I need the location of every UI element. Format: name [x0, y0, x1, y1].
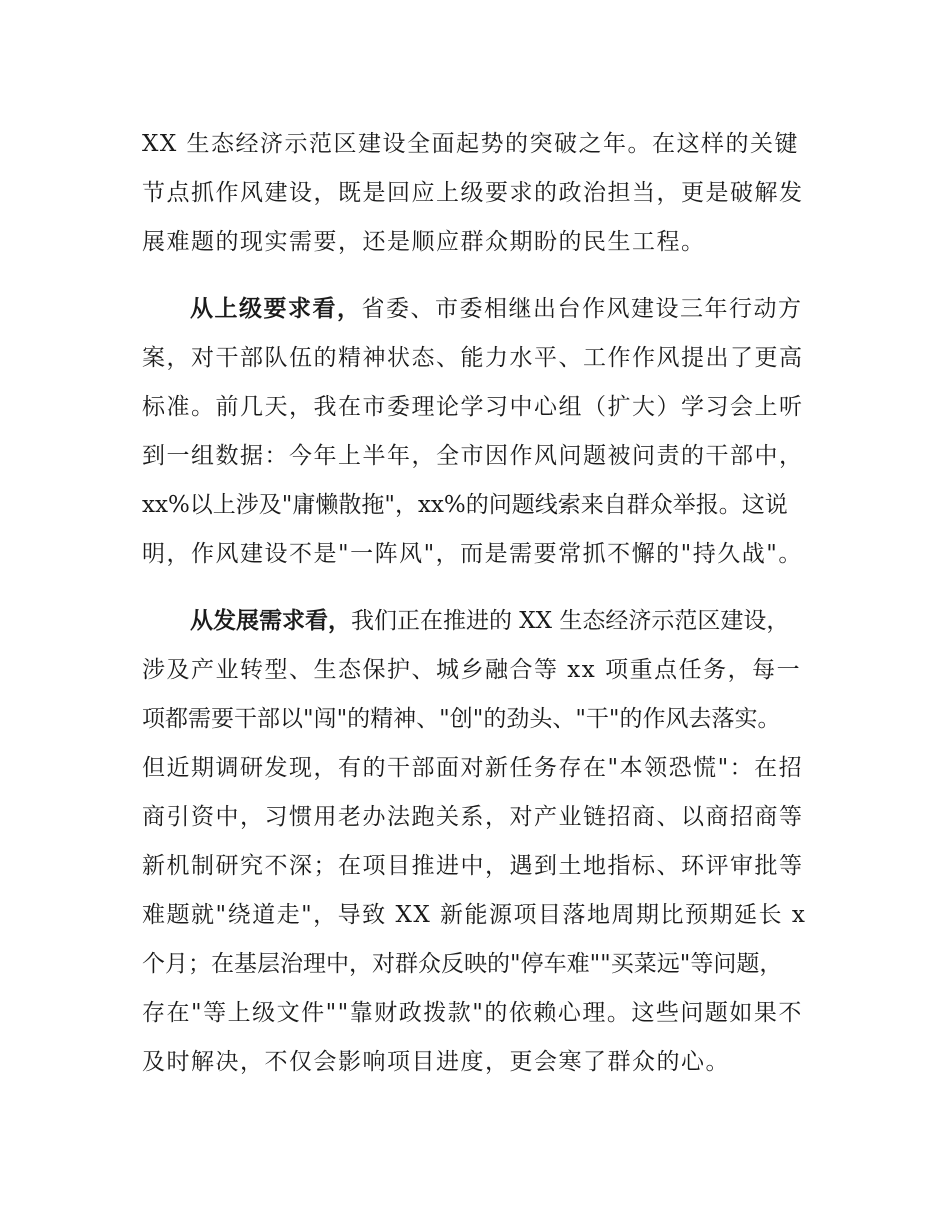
paragraph-2-line-3: 标准。前几天，我在市委理论学习中心组（扩大）学习会上听	[142, 394, 804, 420]
paragraph-2-line-1: 省委、市委相继出台作风建设三年行动方	[361, 296, 803, 322]
paragraph-2-lead: 从上级要求看，	[190, 295, 362, 322]
paragraph-3-line-3: 项都需要干部以"闯"的精神、"创"的劲头、"干"的作风去落实。	[142, 706, 781, 732]
paragraph-2-line-2: 案，对干部队伍的精神状态、能力水平、工作作风提出了更高	[142, 345, 804, 371]
paragraph-2-line-4: 到一组数据：今年上半年，全市因作风问题被问责的干部中，	[142, 443, 804, 469]
paragraph-3-line-5: 商引资中，习惯用老办法跑关系，对产业链招商、以商招商等	[142, 804, 804, 830]
paragraph-2-line-5: xx%以上涉及"庸懒散拖"，xx%的问题线索来自群众举报。这说	[142, 492, 788, 518]
paragraph-3-line-9: 存在"等上级文件""靠财政拨款"的依赖心理。这些问题如果不	[142, 1000, 803, 1026]
paragraph-3-line-10: 及时解决，不仅会影响项目进度，更会寒了群众的心。	[142, 1049, 730, 1075]
paragraph-3-line-8: 个月；在基层治理中，对群众反映的"停车难""买菜远"等问题，	[142, 951, 783, 977]
paragraph-3-line-4: 但近期调研发现，有的干部面对新任务存在"本领恐慌"：在招	[142, 755, 804, 781]
paragraph-3-line-2: 涉及产业转型、生态保护、城乡融合等 xx 项重点任务，每一	[142, 657, 802, 683]
paragraph-2-first-line	[190, 294, 822, 324]
paragraph-3-line-6: 新机制研究不深；在项目推进中，遇到土地指标、环评审批等	[142, 853, 804, 879]
paragraph-3-line-1: 我们正在推进的 XX 生态经济示范区建设，	[351, 608, 790, 634]
paragraph-3-lead: 从发展需求看，	[190, 607, 351, 634]
paragraph-3-first-line	[190, 606, 822, 636]
paragraph-3-line-7: 难题就"绕道走"，导致 XX 新能源项目落地周期比预期延长 x	[142, 902, 807, 928]
paragraph-1-line-3: 展难题的现实需要，还是顺应群众期盼的民生工程。	[142, 229, 706, 255]
paragraph-1-line-2: 节点抓作风建设，既是回应上级要求的政治担当，更是破解发	[142, 180, 804, 206]
paragraph-2-line-6: 明，作风建设不是"一阵风"，而是需要常抓不懈的"持久战"。	[142, 541, 803, 567]
paragraph-1-line-1: XX 生态经济示范区建设全面起势的突破之年。在这样的关键	[142, 131, 800, 157]
